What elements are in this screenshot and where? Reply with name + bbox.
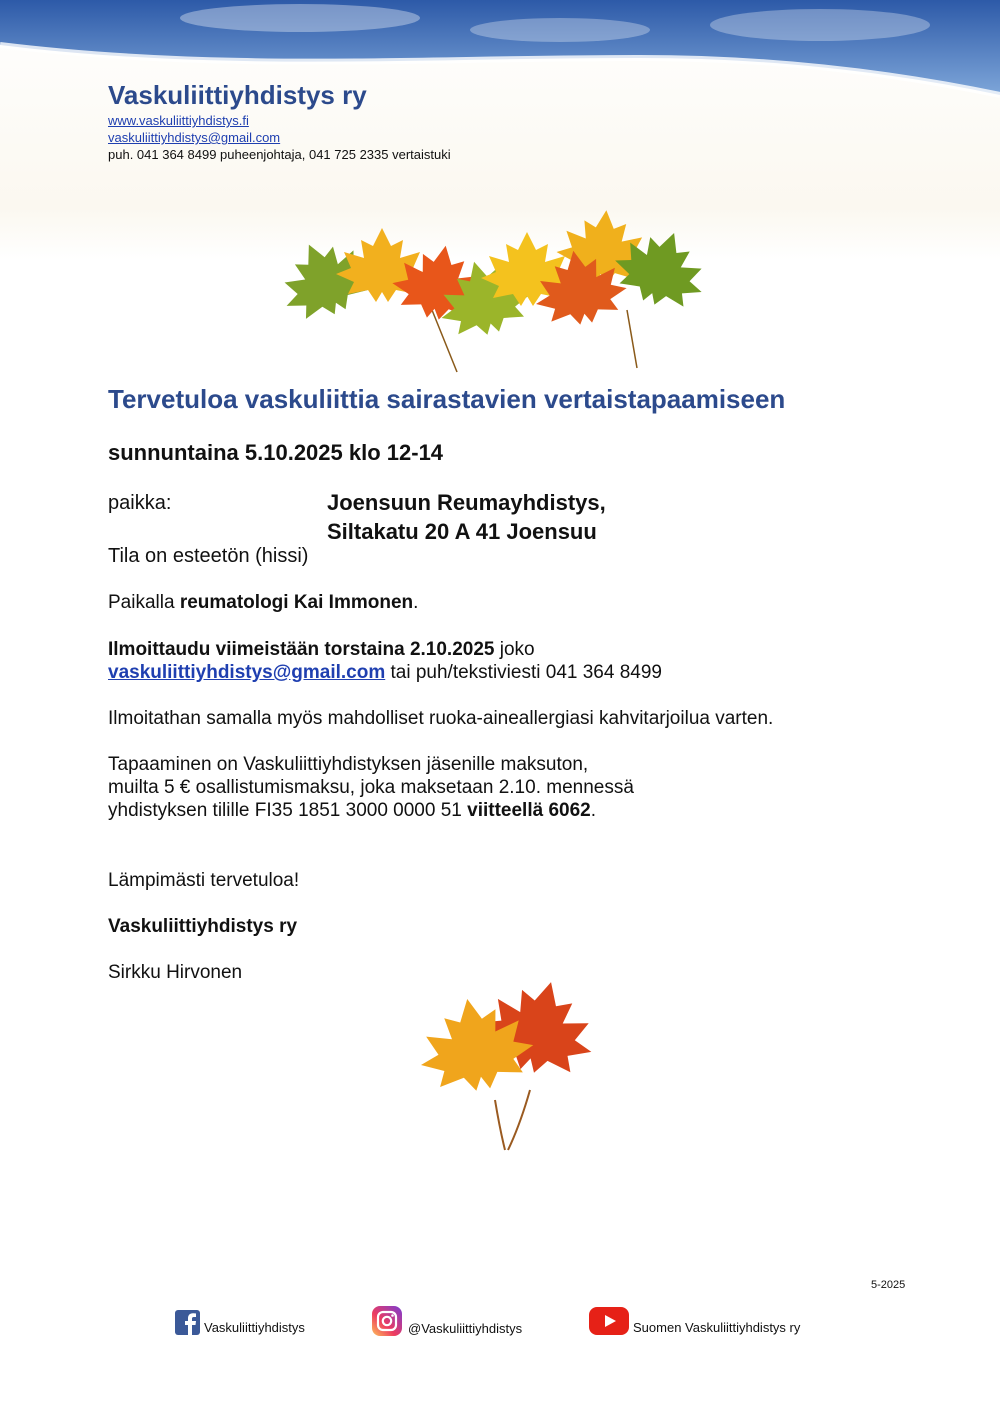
fee-line-2: muilta 5 € osallistumismaksu, joka maksetaan 2.10. mennessä xyxy=(108,777,634,798)
facebook-label: Vaskuliittiyhdistys xyxy=(204,1320,305,1335)
present-prefix: Paikalla xyxy=(108,592,180,613)
registration-phone: tai puh/tekstiviesti 041 364 8499 xyxy=(385,662,662,683)
accessibility-note: Tila on esteetön (hissi) xyxy=(108,545,309,567)
organization-title: Vaskuliittiyhdistys ry xyxy=(108,80,367,110)
instagram-link[interactable] xyxy=(372,1306,522,1336)
youtube-icon xyxy=(589,1307,629,1335)
facebook-icon xyxy=(175,1310,200,1335)
registration-joko: joko xyxy=(494,639,535,660)
place-name: Joensuun Reumayhdistys, xyxy=(327,490,606,515)
place-label: paikka: xyxy=(108,492,172,514)
event-date: sunnuntaina 5.10.2025 klo 12-14 xyxy=(108,440,444,465)
document-code: 5-2025 xyxy=(871,1279,906,1291)
present-line xyxy=(108,591,418,614)
instagram-label: @Vaskuliittiyhdistys xyxy=(408,1321,523,1336)
greeting: Lämpimästi tervetuloa! xyxy=(108,870,300,891)
allergy-note: Ilmoitathan samalla myös mahdolliset ruoka-aineallergiasi kahvitarjoilua varten. xyxy=(108,708,774,729)
fee-block xyxy=(108,753,634,822)
signature-name: Sirkku Hirvonen xyxy=(108,962,243,983)
website-link[interactable]: www.vaskuliittiyhdistys.fi xyxy=(108,113,249,128)
signature-org: Vaskuliittiyhdistys ry xyxy=(108,916,298,937)
place-address: Siltakatu 20 A 41 Joensuu xyxy=(327,519,597,544)
instagram-icon xyxy=(372,1306,402,1336)
registration-deadline: Ilmoittaudu viimeistään torstaina 2.10.2025 xyxy=(108,639,495,660)
present-suffix: . xyxy=(413,592,419,613)
youtube-label: Suomen Vaskuliittiyhdistys ry xyxy=(633,1320,801,1335)
fee-reference: viitteellä 6062 xyxy=(467,800,591,821)
header-phone-line: puh. 041 364 8499 puheenjohtaja, 041 725 2335 vertaistuki xyxy=(108,147,451,162)
fee-account: yhdistyksen tilille FI35 1851 3000 0000 51 xyxy=(108,800,468,821)
header-email-link[interactable]: vaskuliittiyhdistys@gmail.com xyxy=(108,130,281,145)
event-heading: Tervetuloa vaskuliittia sairastavien vertaistapaamiseen xyxy=(108,384,786,414)
maple-leaves-illustration xyxy=(400,980,610,1155)
registration-block xyxy=(108,638,662,684)
registration-email-link[interactable]: vaskuliittiyhdistys@gmail.com xyxy=(108,662,386,683)
present-doctor: reumatologi Kai Immonen xyxy=(179,592,414,613)
fee-line-1: Tapaaminen on Vaskuliittiyhdistyksen jäsenille maksuton, xyxy=(108,754,589,775)
facebook-link[interactable] xyxy=(175,1310,305,1335)
autumn-leaves-illustration xyxy=(282,200,718,376)
youtube-link[interactable] xyxy=(589,1307,800,1335)
fee-suffix: . xyxy=(590,800,597,821)
